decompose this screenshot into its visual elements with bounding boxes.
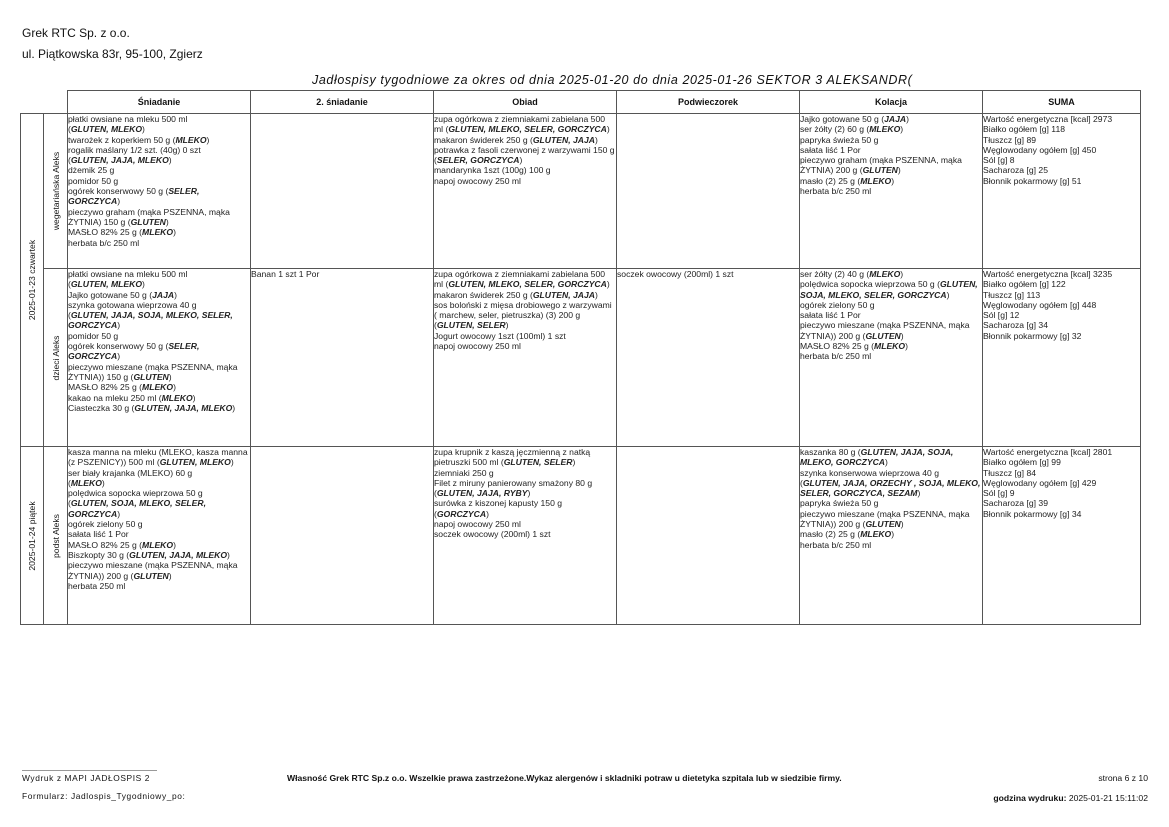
dish-line: sałata liść 1 Por [800,310,861,321]
nutrition-line: Błonnik pokarmowy [g] 32 [983,330,1082,341]
dish-line: twarożek z koperkiem 50 g (MLEKO) [68,134,210,145]
dish-line: potrawka z fasoli czerwonej z warzywami 150 g (SELER, GORCZYCA) [434,144,615,166]
dish-line: sałata liść 1 Por [800,144,861,155]
allergen-list: MLEKO [161,392,193,403]
allergen-list: GLUTEN [130,216,166,227]
dish-line: Ciasteczka 30 g (GLUTEN, JAJA, MLEKO) [68,402,236,413]
col-header-breakfast: Śniadanie [68,91,251,114]
dish-line: (GLUTEN, MLEKO) [68,279,145,290]
print-source: Wydruk z MAPI JADŁOSPIS 2 [22,773,151,783]
allergen-list: GLUTEN, SOJA, MLEKO, SELER, GORCZYCA [800,279,978,300]
dish-line: (GLUTEN, JAJA, MLEKO) [68,155,172,166]
dish-line: pieczywo graham (mąka PSZENNA, mąka ŻYTNIA) 150 g (GLUTEN) [68,206,230,227]
dish-line: napoj owocowy 250 ml [434,341,521,352]
dish-line: Filet z miruny panierowany smażony 80 g (GLUTEN, JAJA, RYBY) [434,477,593,499]
page-number: strona 6 z 10 [1098,773,1148,783]
print-time [993,793,1148,803]
dish-line: ser żółty (2) 40 g (MLEKO) [800,269,904,279]
allergen-list: MLEKO [874,341,906,352]
sum-cell [983,269,1141,447]
meal-cell [251,269,434,447]
allergen-list: GLUTEN, SOJA, MLEKO, SELER, GORCZYCA [68,498,206,519]
allergen-list: GLUTEN, SELER [503,457,573,468]
header-row [21,91,1141,114]
dish-line: pieczywo mieszane (mąka PSZENNA, mąka ŻYTNIA)) 150 g (GLUTEN) [68,361,238,382]
dish-line: polędwica sopocka wieprzowa 50 g (GLUTEN, SOJA, MLEKO, SELER, GORCZYCA) [800,279,978,300]
dish-line: herbata b/c 250 ml [800,351,872,362]
dish-line: ogórek zielony 50 g [68,519,143,530]
dish-line: MASŁO 82% 25 g (MLEKO) [68,227,176,238]
allergen-list: GLUTEN [865,330,901,341]
nutrition-line: Białko ogółem [g] 99 [983,457,1061,468]
allergen-list: MLEKO [860,529,892,540]
diet-label: podst Aleks [50,513,61,558]
dish-line: polędwica sopocka wieprzowa 50 g [68,488,203,499]
dish-line: pieczywo mieszane (mąka PSZENNA, mąka ŻYTNIA)) 200 g (GLUTEN) [800,320,970,341]
dish-line: pieczywo mieszane (mąka PSZENNA, mąka ŻYTNIA)) 200 g (GLUTEN) [800,508,970,530]
dish-line: pieczywo mieszane (mąka PSZENNA, mąka ŻYTNIA)) 200 g (GLUTEN) [68,560,238,581]
dish-line: makaron świderek 250 g (GLUTEN, JAJA) [434,134,598,145]
col-header-sum: SUMA [983,91,1141,114]
dish-line: MASŁO 82% 25 g (MLEKO) [800,341,908,352]
sum-cell [983,114,1141,269]
allergen-list: GLUTEN, JAJA, SOJA, MLEKO, SELER, GORCZYCA [68,310,233,331]
nutrition-line: Węglowodany ogółem [g] 450 [983,144,1097,155]
meal-cell [434,269,617,447]
company-info [22,23,203,65]
col-header-lunch: Obiad [434,91,617,114]
print-time-label: godzina wydruku: [993,793,1067,803]
meal-cell [68,447,251,625]
allergen-list: GLUTEN, JAJA, MLEKO [134,402,233,413]
company-address: ul. Piątkowska 83r, 95-100, Zgierz [22,47,203,61]
dish-line: zupa krupnik z kaszą jęczmienną z natką pietruszki 500 ml (GLUTEN, SELER) [434,447,591,468]
nutrition-line: Wartość energetyczna [kcal] 2801 [983,447,1113,457]
allergen-list: GLUTEN, SELER [436,320,506,331]
meal-cell [68,269,251,447]
nutrition-line: Sól [g] 8 [983,155,1015,166]
dish-line: pomidor 50 g [68,175,119,186]
allergen-list: MLEKO [70,477,102,488]
allergen-list: MLEKO [175,134,207,145]
allergen-list: GLUTEN [865,519,901,530]
nutrition-line: Tłuszcz [g] 89 [983,134,1037,145]
dish-line: kasza manna na mleku (MLEKO, kasza manna (z PSZENICY)) 500 ml (GLUTEN, MLEKO) [68,447,248,468]
allergen-list: GLUTEN [133,371,169,382]
dish-line: (GLUTEN, JAJA, ORZECHY , SOJA, MLEKO, SELER, GORCZYCA, SEZAM) [800,477,981,499]
nutrition-line: Sacharoza [g] 34 [983,320,1048,331]
nutrition-line: Białko ogółem [g] 118 [983,124,1066,135]
allergen-list: GLUTEN, MLEKO [159,457,231,468]
dish-line: kaszanka 80 g (GLUTEN, JAJA, SOJA, MLEKO, GORCZYCA) [800,447,954,468]
table-row [21,114,1141,269]
allergen-list: MLEKO [869,269,901,279]
dish-line: herbata b/c 250 ml [68,237,140,248]
diet-cell [44,269,68,447]
dish-line: sos boloński z mięsa drobiowego z warzywami ( marchew, seler, pietruszka) (3) 200 g (GLUTEN, SELER) [434,299,612,331]
company-name: Grek RTC Sp. z o.o. [22,26,130,40]
allergen-list: GLUTEN, MLEKO, SELER, GORCZYCA [448,124,607,135]
allergen-list: MLEKO [860,175,892,186]
dish-line: (GLUTEN, SOJA, MLEKO, SELER, GORCZYCA) [68,498,206,519]
diet-label: wegetariańska Aleks [50,151,61,231]
dish-line: płatki owsiane na mleku 500 ml [68,114,188,124]
table-row [21,269,1141,447]
menu-table [20,90,1141,625]
nutrition-line: Błonnik pokarmowy [g] 51 [983,175,1082,186]
col-header-snack: Podwieczorek [617,91,800,114]
dish-line: (MLEKO) [68,477,105,488]
nutrition-line: Wartość energetyczna [kcal] 2973 [983,114,1113,124]
nutrition-line: Wartość energetyczna [kcal] 3235 [983,269,1113,279]
meal-cell [434,447,617,625]
allergen-list: JAJA [152,289,175,300]
dish-line: zupa ogórkowa z ziemniakami zabielana 500 ml (GLUTEN, MLEKO, SELER, GORCZYCA) [434,269,610,290]
dish-line: napoj owocowy 250 ml [434,519,521,530]
nutrition-line: Błonnik pokarmowy [g] 34 [983,508,1082,519]
nutrition-line: Sól [g] 12 [983,310,1020,321]
ownership-note: Własność Grek RTC Sp.z o.o. Wszelkie prawa zastrzeżone.Wykaz alergenów i skladniki potraw u dietetyka szpitala lub w siedzibie firmy. [287,773,842,783]
nutrition-line: Sacharoza [g] 39 [983,498,1048,509]
dish-line: soczek owocowy (200ml) 1 szt [617,269,734,279]
meal-cell [68,114,251,269]
allergen-list: GLUTEN [133,570,169,581]
dish-line: Biszkopty 30 g (GLUTEN, JAJA, MLEKO) [68,549,230,560]
allergen-list: JAJA [884,114,907,124]
meal-cell [800,269,983,447]
nutrition-line: Tłuszcz [g] 84 [983,467,1037,478]
dish-line: zupa ogórkowa z ziemniakami zabielana 500 ml (GLUTEN, MLEKO, SELER, GORCZYCA) [434,114,610,135]
allergen-list: GLUTEN [862,165,898,176]
dish-line: soczek owocowy (200ml) 1 szt [434,529,551,540]
day-label: 2025-01-23 czwartek [27,239,37,321]
dish-line: płatki owsiane na mleku 500 ml [68,269,188,279]
page-title: Jadłospisy tygodniowe za okres od dnia 2025-01-20 do dnia 2025-01-26 SEKTOR 3 ALEKSANDR( [312,73,913,87]
allergen-list: GLUTEN, MLEKO [70,124,143,135]
allergen-list: SELER, GORCZYCA [68,186,200,207]
diet-label: dzieci Aleks [50,335,61,380]
allergen-list: GLUTEN, JAJA, SOJA, MLEKO, GORCZYCA [800,447,954,468]
dish-line: Jogurt owocowy 1szt (100ml) 1 szt [434,330,566,341]
meal-cell [251,447,434,625]
nutrition-line: Sacharoza [g] 25 [983,165,1048,176]
meal-cell [617,114,800,269]
dish-line: napoj owocowy 250 ml [434,175,521,186]
dish-line: szynka konserwowa wieprzowa 40 g [800,467,939,478]
form-name: Formularz: Jadlospis_Tygodniowy_po: [22,791,186,801]
corner-cell [44,91,68,114]
col-header-dinner: Kolacja [800,91,983,114]
day-cell [21,114,44,447]
dish-line: Jajko gotowane 50 g (JAJA) [68,289,177,300]
diet-cell [44,447,68,625]
dish-line: ogórek konserwowy 50 g (SELER, GORCZYCA) [68,186,200,207]
dish-line: pomidor 50 g [68,330,119,341]
nutrition-line: Węglowodany ogółem [g] 448 [983,299,1097,310]
dish-line: rogalik maślany 1/2 szt. (40g) 0 szt [68,144,201,155]
nutrition-line: Tłuszcz [g] 113 [983,289,1041,300]
corner-cell [21,91,44,114]
dish-line: dżemik 25 g [68,165,115,176]
allergen-list: GLUTEN, JAJA [532,134,595,145]
dish-line: masło (2) 25 g (MLEKO) [800,529,895,540]
dish-line: MASŁO 82% 25 g (MLEKO) [68,539,176,550]
allergen-list: MLEKO [142,227,174,238]
dish-line: Banan 1 szt 1 Por [251,269,320,279]
meal-cell [617,447,800,625]
allergen-list: MLEKO [142,382,174,393]
dish-line: Jajko gotowane 50 g (JAJA) [800,114,909,124]
allergen-list: GLUTEN, JAJA, MLEKO [129,549,228,560]
allergen-list: SELER, GORCZYCA [68,341,200,362]
footer-divider [22,770,157,771]
dish-line: masło (2) 25 g (MLEKO) [800,175,895,186]
dish-line: ogórek zielony 50 g [800,299,875,310]
col-header-second-breakfast: 2. śniadanie [251,91,434,114]
allergen-list: GORCZYCA [436,508,487,519]
dish-line: (GORCZYCA) [434,508,489,519]
nutrition-line: Białko ogółem [g] 122 [983,279,1066,290]
allergen-list: GLUTEN, MLEKO, SELER, GORCZYCA [448,279,607,290]
meal-cell [800,114,983,269]
meal-cell [800,447,983,625]
dish-line: ziemniaki 250 g [434,467,494,478]
dish-line: herbata b/c 250 ml [800,539,872,550]
dish-line: papryka świeża 50 g [800,134,879,145]
dish-line: mandarynka 1szt (100g) 100 g [434,165,551,176]
print-time-value: 2025-01-21 15:11:02 [1068,793,1148,803]
diet-cell [44,114,68,269]
dish-line: herbata 250 ml [68,580,126,591]
dish-line: kakao na mleku 250 ml (MLEKO) [68,392,196,403]
meal-cell [617,269,800,447]
allergen-list: GLUTEN, JAJA [532,289,595,300]
meal-cell [434,114,617,269]
allergen-list: MLEKO [142,539,174,550]
allergen-list: MLEKO [869,124,901,135]
dish-line: makaron świderek 250 g (GLUTEN, JAJA) [434,289,598,300]
nutrition-line: Węglowodany ogółem [g] 429 [983,477,1097,488]
dish-line: sałata liść 1 Por [68,529,129,540]
day-label: 2025-01-24 piątek [27,500,37,571]
dish-line: pieczywo graham (mąka PSZENNA, mąka ŻYTNIA) 200 g (GLUTEN) [800,155,962,176]
nutrition-line: Sól [g] 9 [983,488,1015,499]
dish-line: (GLUTEN, MLEKO) [68,124,145,135]
dish-line: herbata b/c 250 ml [800,186,872,197]
allergen-list: GLUTEN, MLEKO [70,279,143,290]
allergen-list: GLUTEN, JAJA, RYBY [436,488,528,499]
allergen-list: SELER, GORCZYCA [436,155,520,166]
dish-line: surówka z kiszonej kapusty 150 g [434,498,563,509]
dish-line: ser biały krajanka (MLEKO) 60 g [68,467,193,478]
dish-line: (GLUTEN, JAJA, SOJA, MLEKO, SELER, GORCZYCA) [68,310,233,331]
dish-line: ogórek konserwowy 50 g (SELER, GORCZYCA) [68,341,200,362]
day-cell [21,447,44,625]
dish-line: MASŁO 82% 25 g (MLEKO) [68,382,176,393]
meal-cell [251,114,434,269]
allergen-list: GLUTEN, JAJA, ORZECHY , SOJA, MLEKO, SELER, GORCZYCA, SEZAM [800,477,981,499]
sum-cell [983,447,1141,625]
dish-line: papryka świeża 50 g [800,498,879,509]
dish-line: ser żółty (2) 60 g (MLEKO) [800,124,904,135]
table-row [21,447,1141,625]
dish-line: szynka gotowana wieprzowa 40 g [68,299,197,310]
allergen-list: GLUTEN, JAJA, MLEKO [70,155,169,166]
